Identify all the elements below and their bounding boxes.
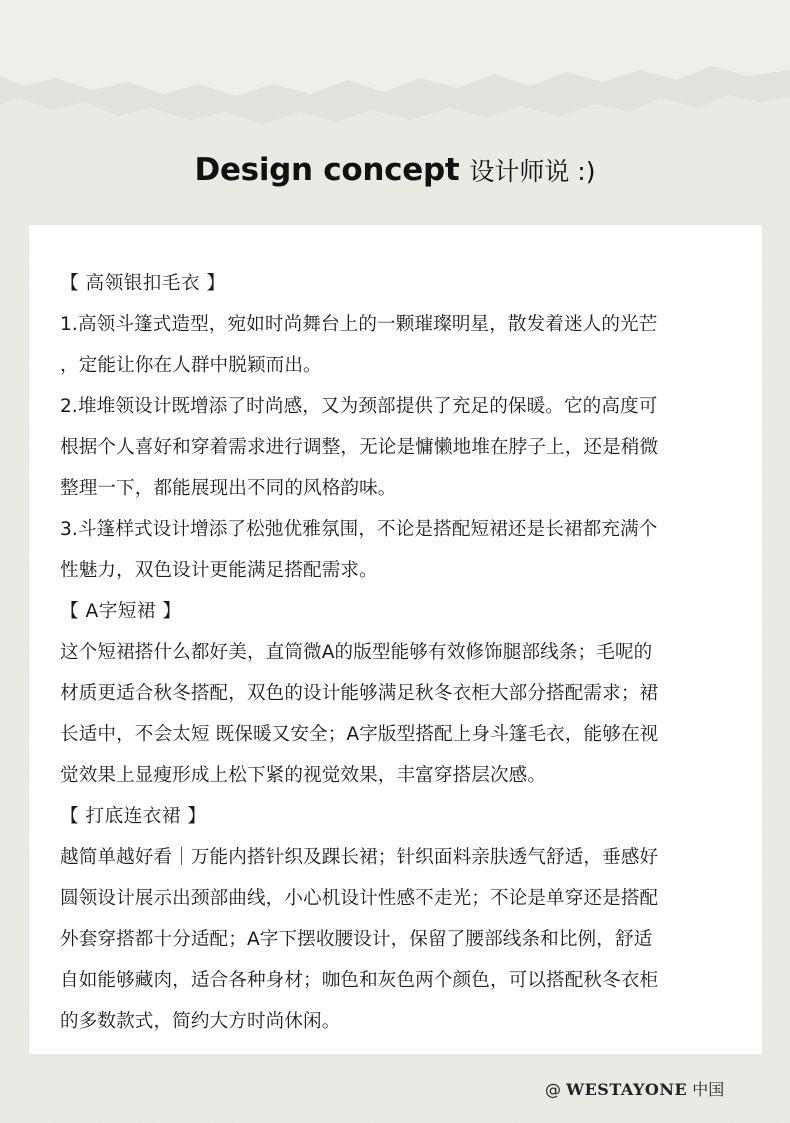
text-line: 的多数款式，简约大方时尚休闲。 <box>60 1011 341 1032</box>
text-line: 圆领设计展示出颈部曲线，小心机设计性感不走光；不论是单穿还是搭配 <box>60 888 659 909</box>
text-line: 2.堆堆领设计既增添了时尚感，又为颈部提供了充足的保暖。它的高度可 <box>60 396 658 417</box>
text-line: 觉效果上显瘦形成上松下紧的视觉效果，丰富穿搭层次感。 <box>60 765 547 786</box>
text-line: 自如能够藏肉，适合各种身材；咖色和灰色两个颜色，可以搭配秋冬衣柜 <box>60 970 659 991</box>
title-english: Design concept <box>194 152 460 188</box>
section-heading-dress: 【 打底连衣裙 】 <box>60 806 207 827</box>
text-line: 材质更适合秋冬搭配，双色的设计能够满足秋冬衣柜大部分搭配需求；裙 <box>60 683 659 704</box>
text-line: 外套穿搭都十分适配；A字下摆收腰设计，保留了腰部线条和比例，舒适 <box>60 929 653 950</box>
text-line: 根据个人喜好和穿着需求进行调整，无论是慵懒地堆在脖子上，还是稍微 <box>60 437 659 458</box>
section-heading-sweater: 【 高领银扣毛衣 】 <box>60 273 226 294</box>
text-line: 这个短裙搭什么都好美，直筒微A的版型能够有效修饰腿部线条；毛呢的 <box>60 642 653 663</box>
content-card <box>29 225 762 1054</box>
title-chinese: 设计师说 :) <box>469 157 596 186</box>
brand-region: 中国 <box>692 1080 725 1099</box>
section-heading-skirt: 【 A字短裙 】 <box>60 601 182 622</box>
page-title <box>0 152 790 188</box>
text-line: 1.高领斗篷式造型，宛如时尚舞台上的一颗璀璨明星，散发着迷人的光芒 <box>60 314 658 335</box>
brand-footer <box>545 1077 724 1100</box>
text-line: 长适中，不会太短 既保暖又安全；A字版型搭配上身斗篷毛衣，能够在视 <box>60 724 659 745</box>
text-line: ，定能让你在人群中脱颖而出。 <box>60 355 322 376</box>
text-line: 3.斗篷样式设计增添了松弛优雅氛围，不论是搭配短裙还是长裙都充满个 <box>60 519 658 540</box>
text-line: 性魅力，双色设计更能满足搭配需求。 <box>60 560 378 581</box>
at-symbol: @ <box>545 1080 561 1099</box>
brand-name: WESTAYONE <box>566 1080 688 1099</box>
text-line: 越简单越好看｜万能内搭针织及踝长裙；针织面料亲肤透气舒适，垂感好 <box>60 847 659 868</box>
text-line: 整理一下，都能展现出不同的风格韵味。 <box>60 478 397 499</box>
